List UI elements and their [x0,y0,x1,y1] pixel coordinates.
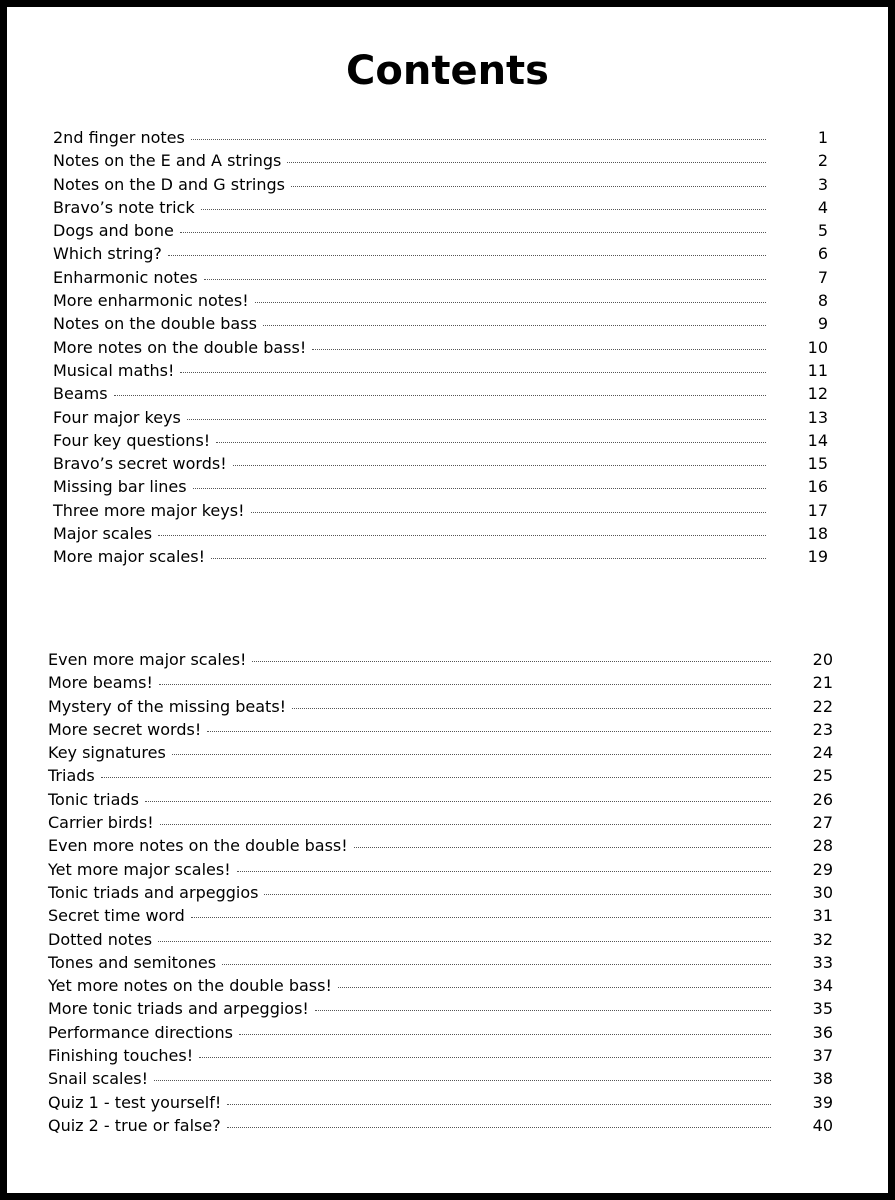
entry-title: Quiz 1 - test yourself! [48,1092,222,1112]
dot-leader [172,754,771,755]
entry-page-number: 37 [812,1046,833,1066]
contents-entry [53,151,828,174]
dot-leader [315,1010,771,1011]
entry-title: Four key questions! [53,430,211,450]
dot-leader [160,824,771,825]
contents-entry [53,384,828,407]
entry-title: Enharmonic notes [53,267,198,287]
entry-page-number: 19 [807,547,828,567]
entry-page-number: 33 [812,952,833,972]
entry-page-number: 25 [812,766,833,786]
contents-entry [53,198,828,221]
contents-entry [48,766,833,789]
entry-page-number: 12 [807,384,828,404]
contents-entry [48,1093,833,1116]
contents-entry [48,883,833,906]
entry-title: Dogs and bone [53,221,174,241]
entry-page-number: 24 [812,743,833,763]
dot-leader [180,372,766,373]
entry-page-number: 39 [812,1092,833,1112]
contents-list-part-1 [53,128,828,571]
entry-page-number: 38 [812,1069,833,1089]
entry-title: Missing bar lines [53,477,187,497]
contents-entry [53,291,828,314]
entry-title: Which string? [53,244,162,264]
entry-title: Notes on the double bass [53,314,257,334]
dot-leader [207,731,771,732]
entry-title: More major scales! [53,547,206,567]
entry-title: Four major keys [53,407,181,427]
entry-title: More enharmonic notes! [53,291,249,311]
entry-page-number: 2 [817,151,828,171]
entry-title: Finishing touches! [48,1046,194,1066]
entry-page-number: 22 [812,696,833,716]
entry-page-number: 14 [807,430,828,450]
contents-entry [48,836,833,859]
dot-leader [159,684,771,685]
dot-leader [199,1057,771,1058]
dot-leader [216,442,766,443]
contents-entry [48,813,833,836]
entry-title: More notes on the double bass! [53,337,307,357]
contents-entry [53,244,828,267]
contents-entry [53,547,828,570]
contents-entry [48,906,833,929]
dot-leader [187,419,766,420]
entry-page-number: 36 [812,1022,833,1042]
entry-title: More beams! [48,673,153,693]
entry-page-number: 7 [817,267,828,287]
entry-page-number: 31 [812,906,833,926]
dot-leader [239,1034,771,1035]
entry-title: More tonic triads and arpeggios! [48,999,309,1019]
contents-entry [53,361,828,384]
entry-title: Tones and semitones [48,952,217,972]
dot-leader [101,777,771,778]
dot-leader [222,964,771,965]
entry-page-number: 10 [807,337,828,357]
entry-page-number: 5 [817,221,828,241]
entry-title: Quiz 2 - true or false? [48,1115,221,1135]
entry-page-number: 16 [807,477,828,497]
contents-entry [48,1116,833,1139]
dot-leader [201,209,766,210]
dot-leader [227,1127,771,1128]
entry-page-number: 4 [817,197,828,217]
dot-leader [237,871,771,872]
dot-leader [354,847,771,848]
dot-leader [264,894,771,895]
dot-leader [227,1104,771,1105]
entry-title: Beams [53,384,108,404]
contents-entry [48,1046,833,1069]
contents-entry [48,650,833,673]
dot-leader [114,395,766,396]
entry-page-number: 29 [812,859,833,879]
contents-entry [53,314,828,337]
entry-title: Even more notes on the double bass! [48,836,348,856]
contents-entry [53,431,828,454]
entry-title: Musical maths! [53,360,175,380]
entry-page-number: 9 [817,314,828,334]
dot-leader [158,535,766,536]
contents-entry [53,501,828,524]
entry-title: Mystery of the missing beats! [48,696,287,716]
contents-entry [48,720,833,743]
entry-title: Three more major keys! [53,500,245,520]
entry-title: Dotted notes [48,929,153,949]
entry-page-number: 35 [812,999,833,1019]
entry-page-number: 18 [807,524,828,544]
entry-page-number: 23 [812,719,833,739]
entry-page-number: 8 [817,291,828,311]
contents-entry [53,338,828,361]
contents-entry [53,477,828,500]
entry-title: Snail scales! [48,1069,149,1089]
entry-page-number: 1 [817,128,828,147]
entry-title: Even more major scales! [48,650,247,669]
entry-page-number: 13 [807,407,828,427]
entry-page-number: 15 [807,454,828,474]
dot-leader [233,465,766,466]
entry-page-number: 6 [817,244,828,264]
dot-leader [263,325,766,326]
dot-leader [180,232,766,233]
dot-leader [145,801,771,802]
dot-leader [158,941,771,942]
dot-leader [204,279,766,280]
entry-page-number: 34 [812,976,833,996]
entry-title: Yet more notes on the double bass! [48,976,332,996]
dot-leader [168,255,766,256]
entry-title: More secret words! [48,719,202,739]
dot-leader [338,987,771,988]
entry-page-number: 11 [807,360,828,380]
entry-page-number: 20 [812,650,833,669]
entry-page-number: 3 [817,174,828,194]
entry-page-number: 28 [812,836,833,856]
contents-entry [48,860,833,883]
contents-entry [53,175,828,198]
entry-page-number: 32 [812,929,833,949]
contents-entry [53,524,828,547]
contents-entry [48,976,833,999]
dot-leader [191,917,771,918]
dot-leader [251,512,767,513]
entry-page-number: 26 [812,789,833,809]
entry-title: Tonic triads and arpeggios [48,882,259,902]
dot-leader [154,1080,771,1081]
dot-leader [287,162,766,163]
contents-entry [48,673,833,696]
entry-page-number: 40 [812,1115,833,1135]
entry-title: Bravo’s note trick [53,197,195,217]
contents-entry [48,697,833,720]
dot-leader [211,558,766,559]
entry-title: Notes on the D and G strings [53,174,285,194]
entry-title: Yet more major scales! [48,859,231,879]
contents-entry [48,1069,833,1092]
entry-page-number: 17 [807,500,828,520]
entry-title: Carrier birds! [48,813,154,833]
entry-title: 2nd finger notes [53,128,185,147]
contents-entry [48,999,833,1022]
contents-entry [53,408,828,431]
dot-leader [252,661,771,662]
dot-leader [193,488,766,489]
dot-leader [291,186,766,187]
entry-page-number: 30 [812,882,833,902]
document-page [7,7,888,1193]
contents-entry [53,128,828,151]
dot-leader [292,708,771,709]
page-title: Contents [346,48,549,94]
contents-entry [53,268,828,291]
contents-entry [53,454,828,477]
entry-page-number: 21 [812,673,833,693]
entry-title: Bravo’s secret words! [53,454,227,474]
entry-title: Tonic triads [48,789,139,809]
contents-entry [53,221,828,244]
contents-entry [48,953,833,976]
entry-page-number: 27 [812,813,833,833]
dot-leader [255,302,766,303]
entry-title: Secret time word [48,906,185,926]
contents-entry [48,790,833,813]
entry-title: Notes on the E and A strings [53,151,282,171]
contents-entry [48,930,833,953]
dot-leader [191,139,766,140]
entry-title: Performance directions [48,1022,233,1042]
entry-title: Triads [48,766,95,786]
entry-title: Key signatures [48,743,166,763]
contents-entry [48,1023,833,1046]
entry-title: Major scales [53,524,153,544]
contents-list-part-2 [48,650,833,1139]
contents-entry [48,743,833,766]
dot-leader [312,349,766,350]
